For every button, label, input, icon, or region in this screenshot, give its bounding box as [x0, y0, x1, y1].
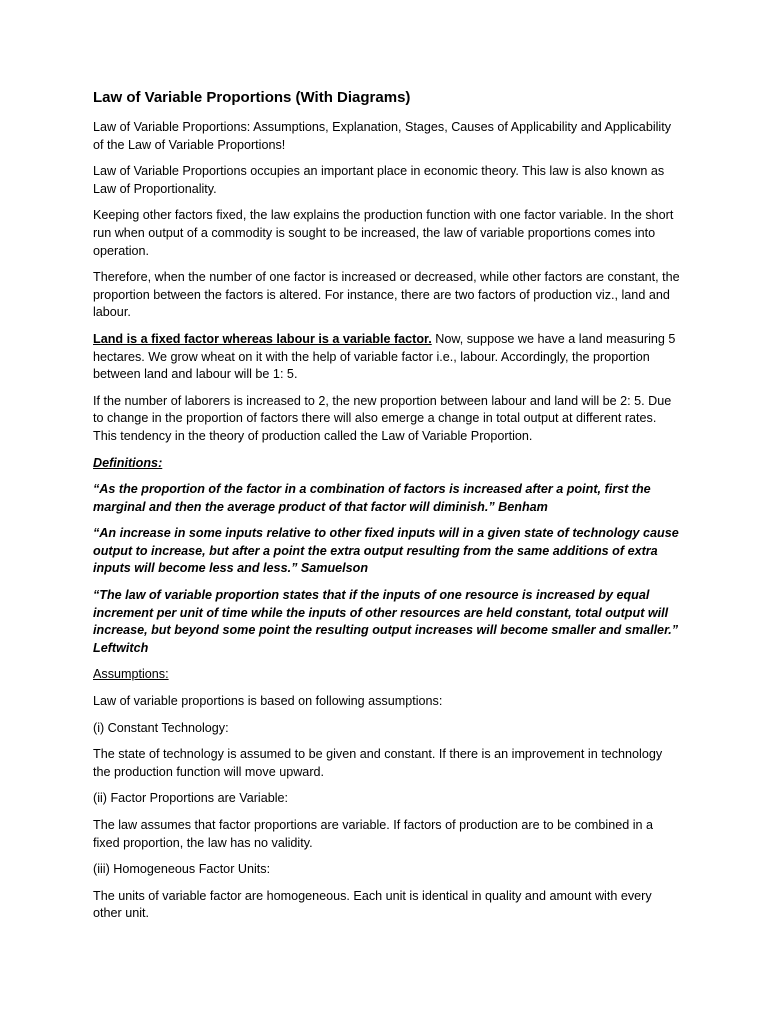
assumptions-intro: Law of variable proportions is based on following assumptions:: [93, 694, 443, 709]
definition-samuelson: “An increase in some inputs relative to other fixed inputs will in a given state of technology cause output to increase, but after a point the extra output resulting from the same additions of extra inputs will become less and less.” Samuelson: [93, 526, 679, 576]
document-title: Law of Variable Proportions (With Diagrams): [93, 89, 411, 106]
assumptions-heading: [93, 666, 680, 684]
definition-leftwitch: “The law of variable proportion states that if the inputs of one resource is increased by equal increment per unit of time while the inputs of other resources are held constant, total output will increase, but beyond some point the resulting output increases will become smaller and smaller.” Leftwitch: [93, 588, 679, 655]
fixed-factor-statement: Land is a fixed factor whereas labour is a variable factor.: [93, 331, 432, 346]
definition-benham: “As the proportion of the factor in a combination of factors is increased after a point, first the marginal and then the average product of that factor will diminish.” Benham: [93, 482, 651, 514]
assumptions-heading-text: Assumptions:: [93, 667, 169, 682]
paragraph-4: [93, 331, 680, 384]
assumption-3-text: The units of variable factor are homogeneous. Each unit is identical in quality and amount with every other unit.: [93, 888, 652, 921]
paragraph-3: Therefore, when the number of one factor is increased or decreased, while other factors are constant, the proportion between the factors is altered. For instance, there are two factors of production viz., land and labour.: [93, 270, 680, 320]
intro-paragraph: Law of Variable Proportions: Assumptions, Explanation, Stages, Causes of Applicability and Applicability of the Law of Variable Proportions!: [93, 120, 672, 152]
assumption-1-title: (i) Constant Technology:: [93, 720, 229, 735]
definitions-heading: [93, 455, 680, 473]
paragraph-5: If the number of laborers is increased to 2, the new proportion between labour and land will be 2: 5. Due to change in the proportion of factors there will also emerge a change in total output at different rates. This tendency in the theory of production called the Law of Variable Proportion.: [93, 393, 672, 443]
definitions-heading-text: Definitions:: [93, 455, 163, 470]
assumption-2-title: (ii) Factor Proportions are Variable:: [93, 791, 289, 806]
assumption-2-text: The law assumes that factor proportions are variable. If factors of production are to be combined in a fixed proportion, the law has no validity.: [93, 818, 654, 850]
assumption-1-text: The state of technology is assumed to be given and constant. If there is an improvement in technology the production function will move upward.: [93, 747, 663, 779]
paragraph-2: Keeping other factors fixed, the law explains the production function with one factor variable. In the short run when output of a commodity is sought to be increased, the law of variable proportions comes into operation.: [93, 208, 674, 258]
assumption-3-title: (iii) Homogeneous Factor Units:: [93, 862, 271, 877]
paragraph-1: Law of Variable Proportions occupies an important place in economic theory. This law is also known as Law of Proportionality.: [93, 164, 665, 196]
paragraph-4-text: Now, suppose we have a land measuring 5 hectares. We grow wheat on it with the help of variable factor i.e., labour. Accordingly, the proportion between land and labour will be 1: 5.: [93, 331, 676, 382]
